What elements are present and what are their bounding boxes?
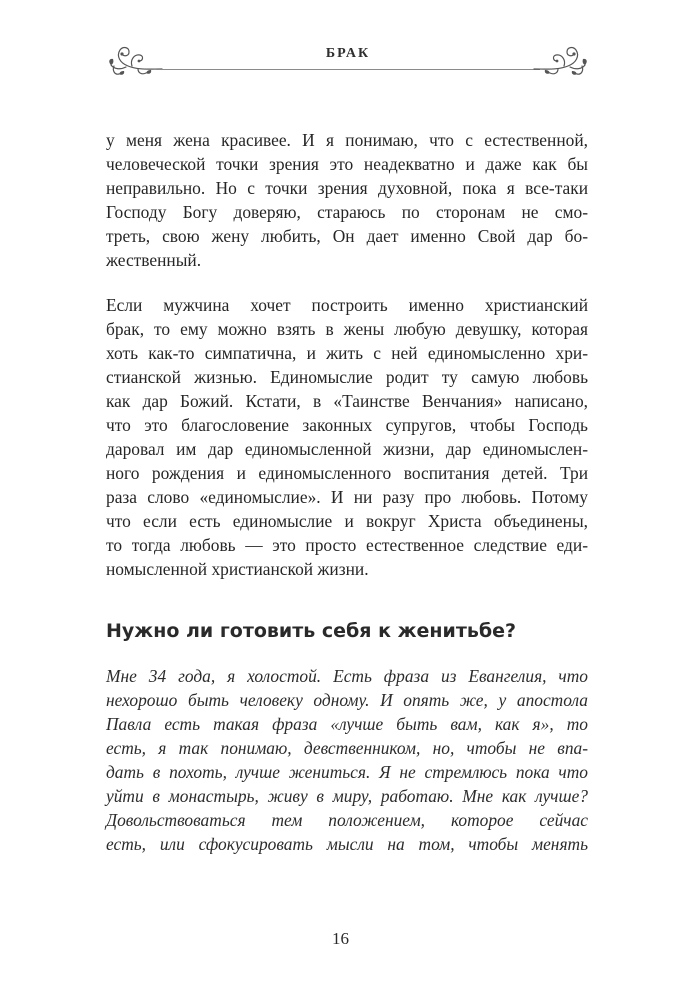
paragraph-2 (106, 293, 588, 581)
header-rule (156, 69, 540, 70)
running-header (108, 40, 588, 78)
text-line: что это благословение законных супругов, чтобы Господь (106, 415, 588, 435)
text-line: есть, я так понимаю, девственником, но, чтобы не впа- (106, 738, 588, 758)
text-line: треть, свою жену любить, Он дает именно Свой дар бо- (106, 226, 588, 246)
text-line: Господу Богу доверяю, стараюсь по сторонам не смо- (106, 202, 588, 222)
text-line: дать в похоть, лучше жениться. Я не стремлюсь пока что (106, 762, 588, 782)
text-line: жественный. (106, 250, 202, 270)
section-heading: Нужно ли готовить себя к женитьбе? (106, 620, 517, 642)
text-line: нехорошо быть человеку одному. И опять же, у апостола (106, 690, 588, 710)
text-line: человеческой точки зрения это неадекватно и даже как бы (106, 154, 588, 174)
text-line: ного рождения и единомысленного воспитания детей. Три (106, 463, 588, 483)
text-line: номысленной христианской жизни. (106, 559, 369, 579)
text-line: неправильно. Но с точки зрения духовной, пока я все-таки (106, 178, 588, 198)
text-line: брак, то ему можно взять в жены любую девушку, которая (106, 319, 588, 339)
text-line: уйти в монастырь, живу в миру, работаю. Мне как лучше? (106, 786, 588, 806)
text-line: Если мужчина хочет построить именно христианский (106, 295, 588, 315)
text-line: есть, или сфокусировать мысли на том, чтобы менять (106, 834, 588, 854)
text-line: стианской жизнью. Единомыслие родит ту самую любовь (106, 367, 588, 387)
text-line: даровал им дар единомысленной жизни, дар единомыслен- (106, 439, 588, 459)
reader-question (106, 664, 588, 856)
text-line: Павла есть такая фраза «лучше быть вам, как я», то (106, 714, 588, 734)
text-line: хоть как-то симпатична, и жить с ней единомысленно хри- (106, 343, 588, 363)
text-line: Мне 34 года, я холостой. Есть фраза из Евангелия, что (106, 666, 588, 686)
text-line: что если есть единомыслие и вокруг Христа объединены, (106, 511, 588, 531)
text-line: Довольствоваться тем положением, которое сейчас (106, 810, 588, 830)
paragraph-1 (106, 128, 588, 272)
page-number: 16 (332, 929, 349, 948)
running-title: БРАК (325, 46, 371, 61)
text-line: то тогда любовь — это просто естественное следствие еди- (106, 535, 588, 555)
text-line: у меня жена красивее. И я понимаю, что с естественной, (106, 130, 588, 150)
floral-ornament-right-icon (532, 40, 588, 78)
text-line: раза слово «единомыслие». И ни разу про любовь. Потому (106, 487, 588, 507)
text-line: как дар Божий. Кстати, в «Таинстве Венчания» написано, (106, 391, 588, 411)
